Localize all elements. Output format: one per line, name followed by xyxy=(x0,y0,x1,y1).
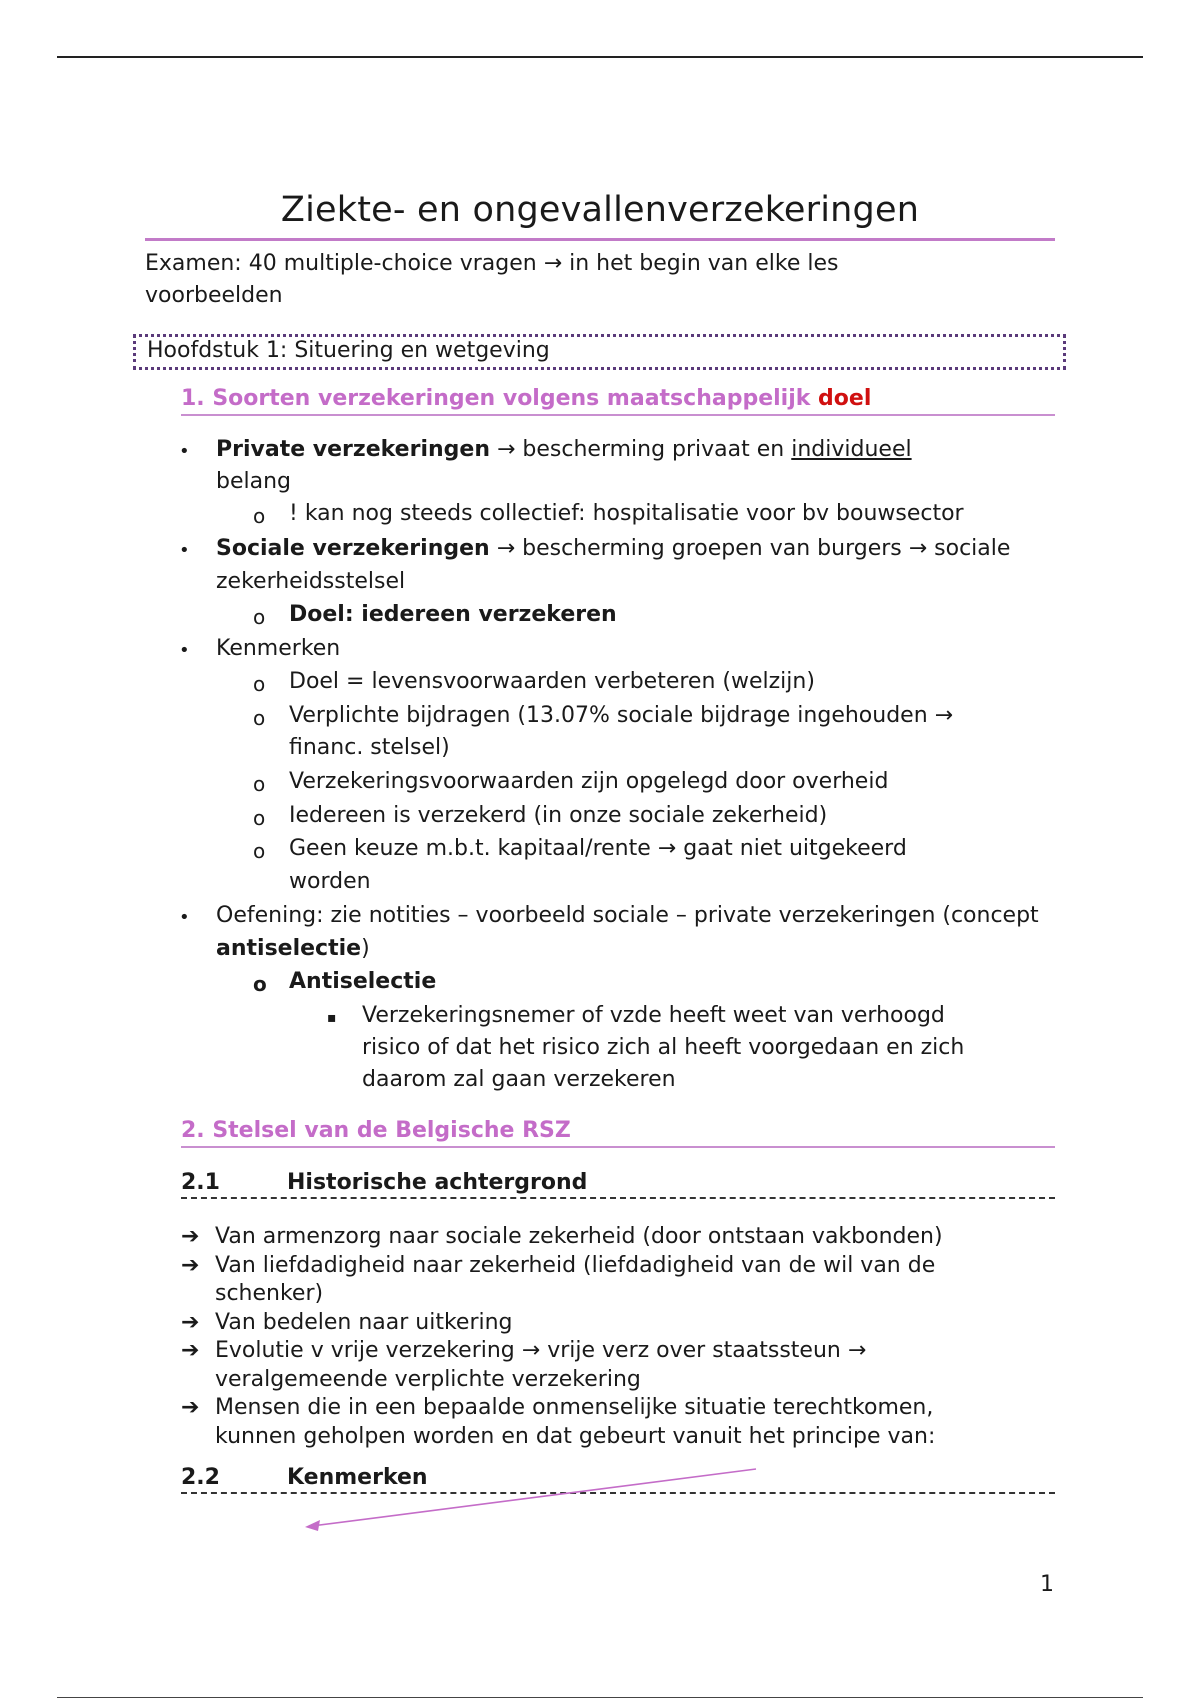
private-line: Private verzekeringen → bescherming privaat en individueel xyxy=(216,437,912,462)
circle-bullet-icon: o xyxy=(253,772,266,796)
arrow-icon: ➔ xyxy=(181,1395,200,1420)
arrow-icon: ➔ xyxy=(181,1338,200,1363)
kenmerken-label: Kenmerken xyxy=(216,636,341,661)
arrow-item: ➔ Van bedelen naar uitkering xyxy=(181,1309,1081,1338)
kenmerk-item: Geen keuze m.b.t. kapitaal/rente → gaat niet uitgekeerd xyxy=(289,836,907,861)
circle-bullet-icon: o xyxy=(253,605,266,629)
oefening-line-2: antiselectie) xyxy=(216,936,370,961)
bullet-icon: • xyxy=(179,907,190,928)
arrow-icon: ➔ xyxy=(181,1309,200,1335)
arrow-icon: ➔ xyxy=(181,1224,200,1249)
sociale-line: Sociale verzekeringen → bescherming groepen van burgers → sociale xyxy=(216,536,1011,561)
bottom-rule xyxy=(57,1697,1143,1698)
private-line-2: belang xyxy=(216,469,292,494)
circle-bullet-icon: o xyxy=(253,504,266,528)
arrow-item: ➔ Van armenzorg naar sociale zekerheid (door ontstaan vakbonden) xyxy=(181,1223,1081,1252)
subsection-2-1-heading: 2.1 Historische achtergrond xyxy=(181,1170,1055,1199)
antiselectie-label: Antiselectie xyxy=(289,969,437,994)
sociale-sub-1: Doel: iedereen verzekeren xyxy=(289,602,617,627)
subsection-2-2-heading: 2.2 Kenmerken xyxy=(181,1465,1055,1494)
circle-bullet-icon: o xyxy=(253,839,266,863)
section-1-heading: 1. Soorten verzekeringen volgens maatschappelijk doel xyxy=(181,386,1055,416)
kenmerk-item: Verplichte bijdragen (13.07% sociale bijdrage ingehouden → xyxy=(289,703,954,728)
kenmerk-item-cont: financ. stelsel) xyxy=(289,735,450,760)
circle-bullet-icon: o xyxy=(253,672,266,696)
chapter-box: Hoofdstuk 1: Situering en wetgeving xyxy=(133,334,1066,370)
arrow-item: ➔ Van liefdadigheid naar zekerheid (liefdadigheid van de wil van de schenker) xyxy=(181,1252,936,1306)
bullet-icon: • xyxy=(179,640,190,661)
antiselectie-text: Verzekeringsnemer of vzde heeft weet van verhoogd xyxy=(362,1003,945,1028)
circle-bullet-icon: o xyxy=(253,706,266,730)
oefening-line: Oefening: zie notities – voorbeeld sociale – private verzekeringen (concept xyxy=(216,903,1039,928)
page-title: Ziekte- en ongevallenverzekeringen xyxy=(280,190,920,230)
private-sub-1: ! kan nog steeds collectief: hospitalisatie voor bv bouwsector xyxy=(289,501,964,526)
arrow-item: ➔ Evolutie v vrije verzekering → vrije verz over staatssteun → veralgemeende verplichte verzekering xyxy=(181,1338,867,1392)
antiselectie-text: risico of dat het risico zich al heeft voorgedaan en zich xyxy=(362,1035,965,1060)
arrow-item: ➔ Mensen die in een bepaalde onmenselijke situatie terechtkomen, kunnen geholpen worden en dat gebeurt vanuit het principe van: xyxy=(181,1395,936,1449)
sociale-line-2: zekerheidsstelsel xyxy=(216,569,406,594)
circle-bullet-icon: o xyxy=(253,972,267,996)
kenmerk-item: Verzekeringsvoorwaarden zijn opgelegd door overheid xyxy=(289,769,889,794)
kenmerk-item-cont: worden xyxy=(289,869,371,894)
page-number: 1 xyxy=(1040,1572,1054,1597)
section-2-heading: 2. Stelsel van de Belgische RSZ xyxy=(181,1118,1055,1148)
arrow-icon: ➔ xyxy=(181,1252,200,1278)
bullet-icon: • xyxy=(179,441,190,462)
square-bullet-icon: ▪ xyxy=(327,1010,337,1026)
antiselectie-text: daarom zal gaan verzekeren xyxy=(362,1067,676,1092)
bullet-icon: • xyxy=(179,540,190,561)
heading-highlight-doel: doel xyxy=(818,386,872,411)
kenmerk-item: Iedereen is verzekerd (in onze sociale zekerheid) xyxy=(289,803,828,828)
exam-note: Examen: 40 multiple-choice vragen → in het begin van elke les voorbeelden xyxy=(145,251,839,308)
kenmerk-item: Doel = levensvoorwaarden verbeteren (welzijn) xyxy=(289,669,815,694)
circle-bullet-icon: o xyxy=(253,806,266,830)
